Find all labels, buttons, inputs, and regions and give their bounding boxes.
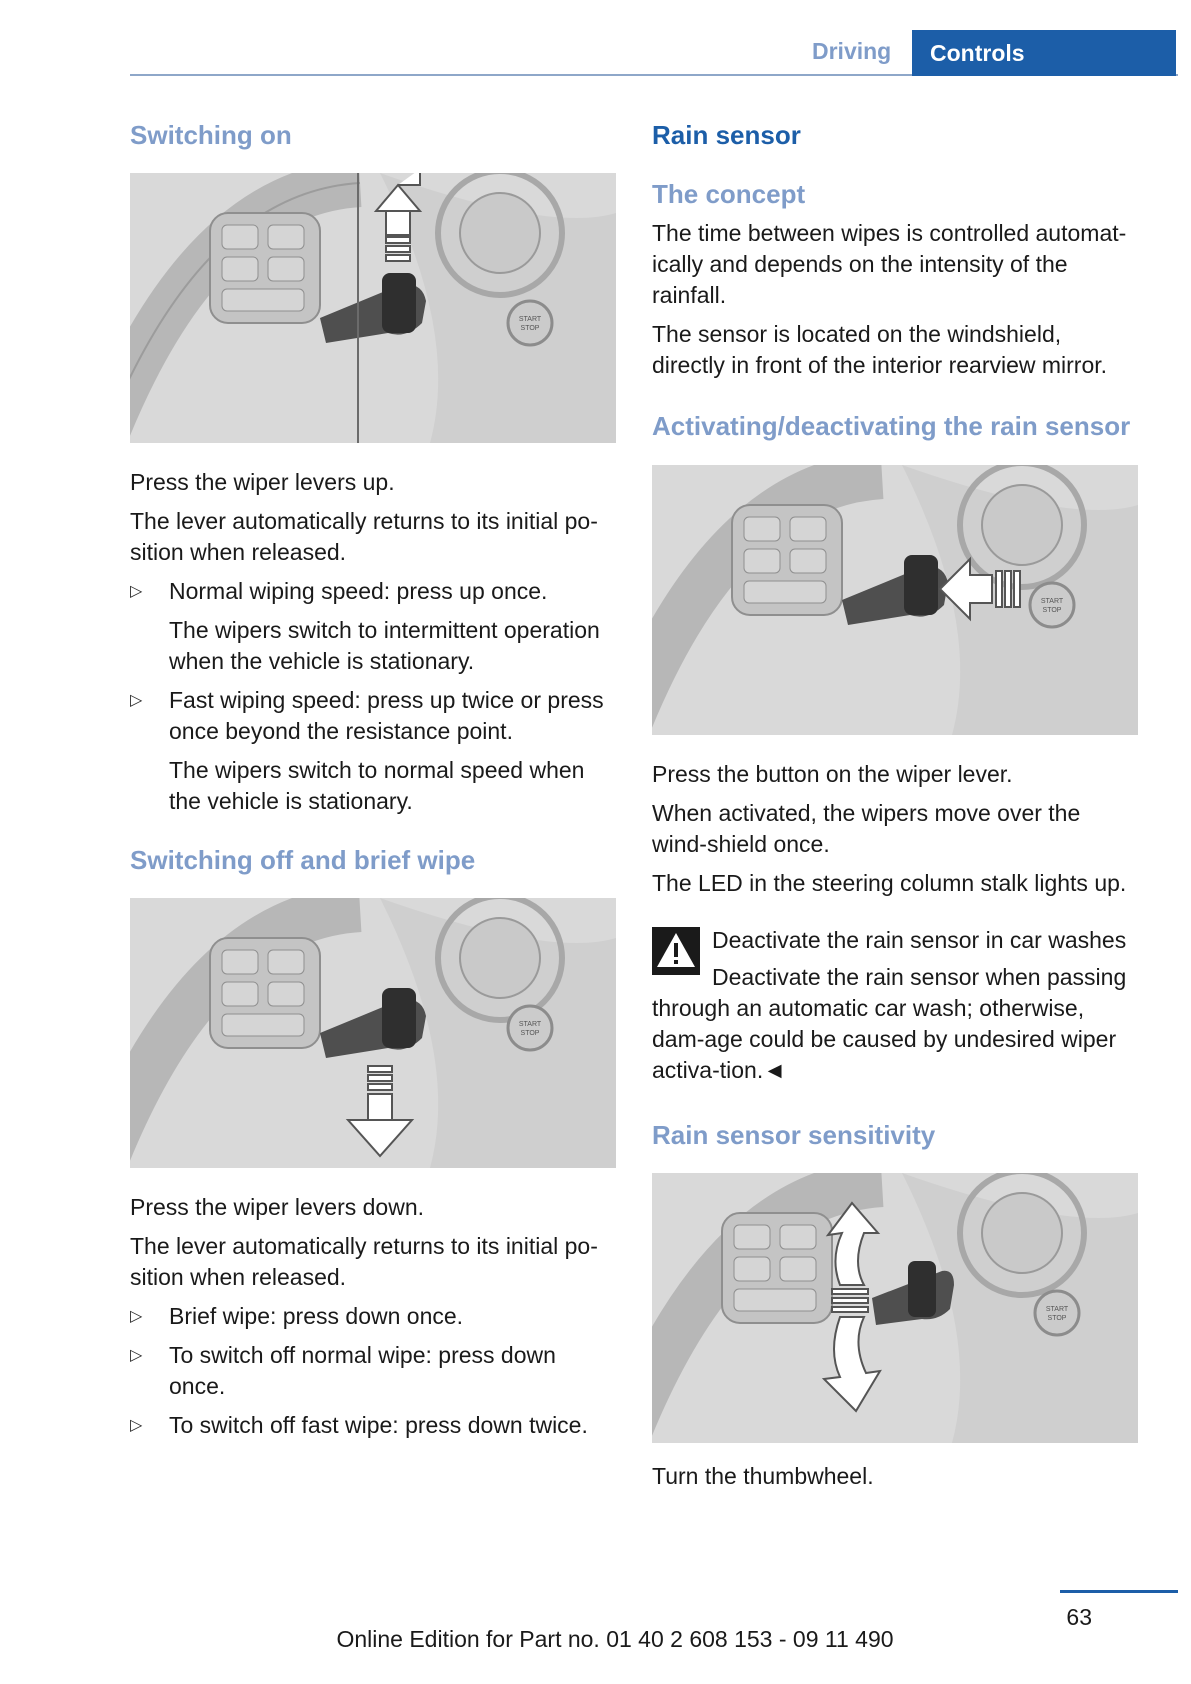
- figure-thumbwheel: [652, 1173, 1138, 1443]
- bullet-marker: ▷: [130, 692, 143, 710]
- warning-box: [652, 925, 1138, 1086]
- heading-switching-off: Switching off and brief wipe: [130, 845, 476, 876]
- list-item-note: The wipers switch to intermittent operation when the vehicle is stationary.: [169, 617, 600, 675]
- wiper-lever-up-illustration: [130, 173, 616, 443]
- list-item-text: To switch off fast wipe: press down twice.: [169, 1412, 588, 1439]
- right-column: [652, 120, 1138, 1492]
- footer-edition: Online Edition for Part no. 01 40 2 608 153 - 09 11 490: [336, 1626, 894, 1652]
- bullet-marker: ▷: [130, 583, 143, 601]
- svg-text:STOP: STOP: [520, 325, 540, 333]
- left-column: [130, 120, 616, 1441]
- list-item: [130, 1301, 616, 1332]
- wiper-lever-button-illustration: [652, 465, 1138, 735]
- list-item-note: The wipers switch to normal speed when the vehicle is stationary.: [169, 757, 585, 815]
- paragraph: Press the button on the wiper lever.: [652, 760, 1013, 787]
- heading-rain-sensor: Rain sensor: [652, 120, 801, 150]
- list-item: [130, 1340, 616, 1402]
- svg-text:START: START: [1040, 597, 1064, 605]
- svg-text:STOP: STOP: [1042, 606, 1062, 614]
- paragraph: The LED in the steering column stalk lights up.: [652, 869, 1127, 896]
- paragraph: The lever automatically returns to its initial po-sition when released.: [130, 1233, 598, 1291]
- paragraph: Press the wiper levers up.: [130, 469, 395, 496]
- list-item: [130, 685, 616, 747]
- page-number: 63: [1066, 1604, 1092, 1630]
- thumbwheel-illustration: [652, 1173, 1138, 1443]
- paragraph: The sensor is located on the windshield, directly in front of the interior rearview mirror.: [652, 321, 1108, 379]
- figure-wiper-lever-down: [130, 898, 616, 1168]
- figure-wiper-lever-up: [130, 173, 616, 443]
- list-item: [130, 576, 616, 607]
- footer-rule: [1060, 1590, 1178, 1593]
- svg-text:START: START: [518, 1021, 542, 1029]
- paragraph: The time between wipes is controlled automat-ically and depends on the intensity of the rainfall.: [652, 220, 1127, 309]
- svg-text:STOP: STOP: [1047, 1314, 1067, 1322]
- svg-text:STOP: STOP: [520, 1030, 540, 1038]
- warning-body: Deactivate the rain sensor when passing through an automatic car wash; otherwise, dam-age could be caused by undesired wiper activa-tion.◄: [652, 963, 1127, 1083]
- header-chapter-tab: Controls: [912, 30, 1176, 76]
- paragraph: The lever automatically returns to its initial po-sition when released.: [130, 508, 598, 566]
- svg-text:START: START: [518, 316, 542, 324]
- list-item: [130, 1410, 616, 1441]
- list-item-text: Normal wiping speed: press up once.: [169, 578, 548, 605]
- heading-activating-rain-sensor: Activating/deactivating the rain sensor: [652, 411, 1131, 442]
- list-item-text: Fast wiping speed: press up twice or press once beyond the resistance point.: [169, 687, 604, 745]
- wiper-lever-down-illustration: [130, 898, 616, 1168]
- svg-text:START: START: [1045, 1305, 1069, 1313]
- bullet-marker: ▷: [130, 1308, 143, 1326]
- paragraph: Press the wiper levers down.: [130, 1194, 425, 1221]
- warning-triangle-icon: [652, 927, 700, 975]
- list-item-text: To switch off normal wipe: press down once.: [169, 1342, 556, 1400]
- header-section: Driving: [812, 38, 892, 64]
- heading-rain-sensor-sensitivity: Rain sensor sensitivity: [652, 1119, 936, 1150]
- figure-wiper-lever-button: [652, 465, 1138, 735]
- heading-switching-on: Switching on: [130, 120, 292, 150]
- warning-title: Deactivate the rain sensor in car washes: [712, 926, 1127, 953]
- heading-the-concept: The concept: [652, 179, 806, 210]
- list-item-text: Brief wipe: press down once.: [169, 1303, 464, 1330]
- paragraph: When activated, the wipers move over the wind-shield once.: [652, 799, 1081, 857]
- bullet-marker: ▷: [130, 1347, 143, 1365]
- paragraph: Turn the thumbwheel.: [652, 1462, 874, 1489]
- bullet-marker: ▷: [130, 1417, 143, 1435]
